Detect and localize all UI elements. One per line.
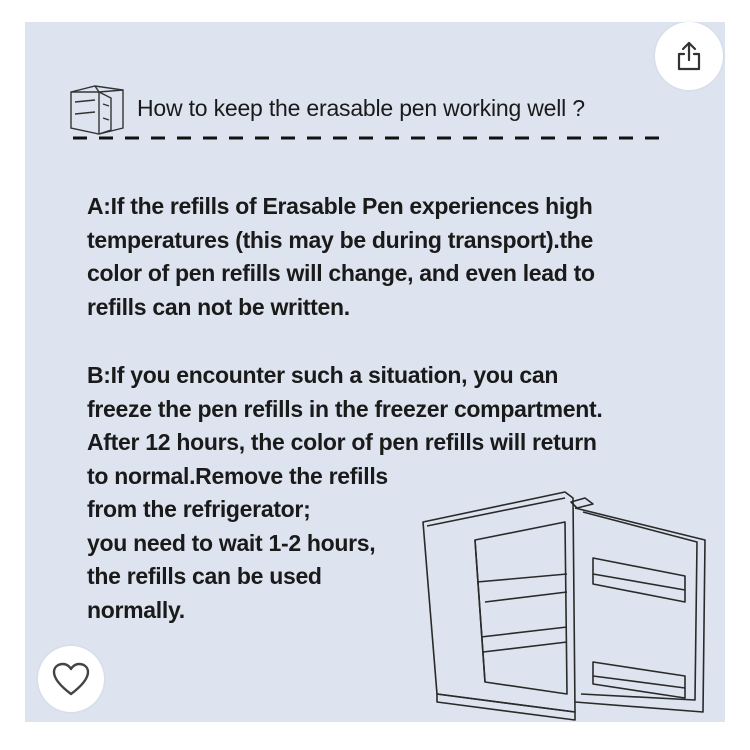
paragraph-line: A:If the refills of Erasable Pen experiences high	[87, 193, 593, 219]
paragraph-line: freeze the pen refills in the freezer compartment.	[87, 395, 603, 422]
share-icon	[672, 39, 706, 73]
open-refrigerator-illustration	[415, 462, 725, 732]
paragraph-line: color of pen refills will change, and even lead to	[87, 260, 595, 286]
paragraph-line: refills can not be written.	[87, 293, 350, 320]
paragraph-line: to normal.Remove the refills	[87, 462, 388, 489]
heart-icon	[51, 661, 91, 697]
page-title: How to keep the erasable pen working well ?	[137, 94, 585, 121]
instruction-paragraph-a	[87, 190, 687, 324]
paragraph-line: you need to wait 1-2 hours,	[87, 529, 376, 556]
product-image-card	[25, 22, 725, 722]
favorite-button[interactable]	[38, 646, 104, 712]
dashed-divider	[73, 128, 661, 148]
paragraph-line: B:If you encounter such a situation, you can	[87, 362, 559, 388]
paragraph-line: from the refrigerator;	[87, 496, 311, 522]
paragraph-line: temperatures (this may be during transport).the	[87, 226, 594, 253]
paragraph-line: the refills can be used	[87, 563, 322, 589]
paragraph-line: normally.	[87, 596, 185, 623]
share-button[interactable]	[655, 22, 723, 90]
paragraph-line: After 12 hours, the color of pen refills will return	[87, 429, 597, 455]
